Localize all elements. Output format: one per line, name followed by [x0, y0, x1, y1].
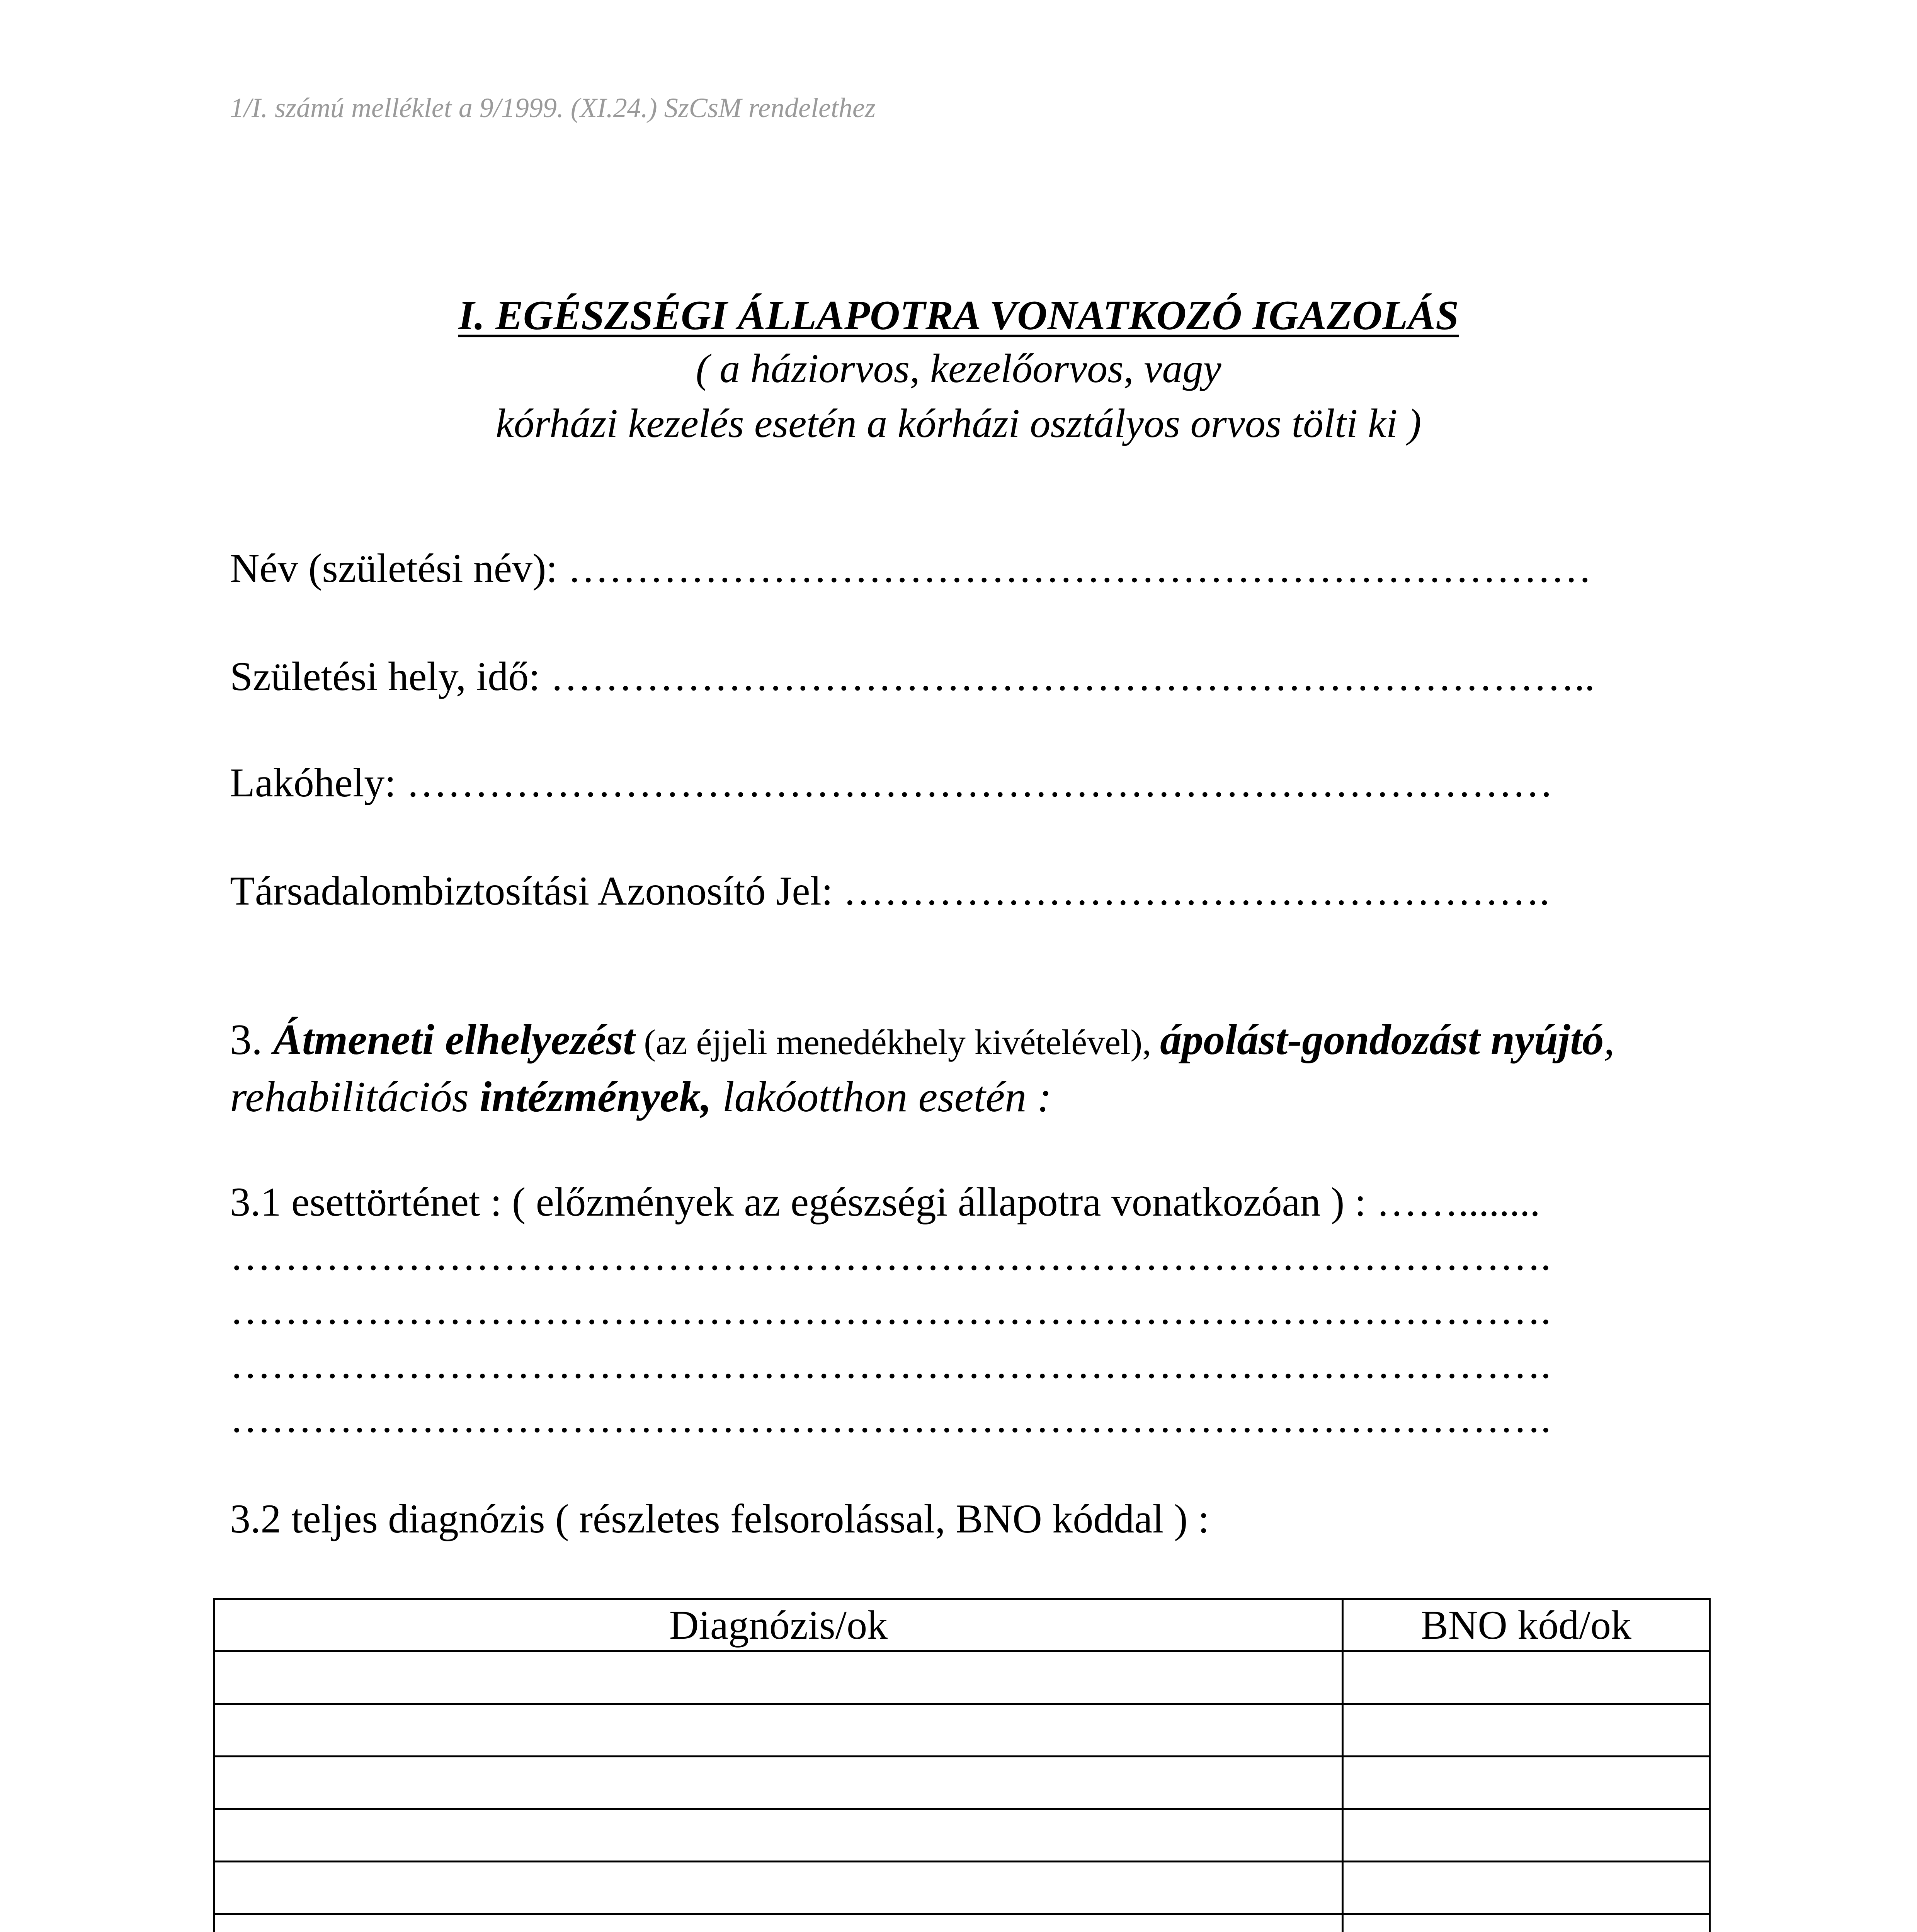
residence-field[interactable]: Lakóhely: …………………………………………………………………………: [230, 760, 1553, 805]
table-row: [214, 1862, 1710, 1914]
diagnosis-cell[interactable]: [214, 1757, 1343, 1809]
section-3-part-2: (az éjjeli menedékhely kivételével),: [635, 1022, 1160, 1062]
bno-cell[interactable]: [1343, 1809, 1710, 1862]
bno-cell[interactable]: [1343, 1914, 1710, 1932]
section-3-heading: [230, 1012, 1710, 1124]
name-field[interactable]: Név (születési név): …………………………………………………………………: [230, 546, 1592, 591]
diagnosis-cell[interactable]: [214, 1704, 1343, 1757]
table-row: [214, 1914, 1710, 1932]
column-header-diagnosis: Diagnózis/ok: [214, 1599, 1343, 1651]
section-3-part-3: ápolást-gondozást nyújtó: [1160, 1016, 1604, 1064]
section-3-part-4: , rehabilitációs: [230, 1016, 1615, 1121]
diagnosis-label: 3.2 teljes diagnózis ( részletes felsorolással, BNO kóddal ) :: [230, 1496, 1209, 1541]
header-note: 1/I. számú melléklet a 9/1999. (XI.24.) SzCsM rendelethez: [230, 92, 876, 123]
diagnosis-table: [213, 1598, 1711, 1932]
bno-cell[interactable]: [1343, 1757, 1710, 1809]
case-history-line-2[interactable]: …………………………………………………………………………………….: [230, 1287, 1551, 1333]
case-history-line-4[interactable]: …………………………………………………………………………………….: [230, 1396, 1551, 1441]
section-3-number: 3.: [230, 1016, 273, 1064]
table-header-row: [214, 1599, 1710, 1651]
taj-field[interactable]: Társadalombiztosítási Azonosító Jel: …………………………………………….: [230, 868, 1550, 913]
section-3-part-1: Átmeneti elhelyezést: [273, 1016, 635, 1064]
section-3-part-5: intézmények,: [480, 1073, 712, 1121]
page-title: I. EGÉSZSÉGI ÁLLAPOTRA VONATKOZÓ IGAZOLÁS: [458, 293, 1459, 338]
birth-place-date-field[interactable]: Születési hely, idő: …………………………………………………………………..: [230, 654, 1595, 699]
diagnosis-cell[interactable]: [214, 1651, 1343, 1704]
diagnosis-cell[interactable]: [214, 1809, 1343, 1862]
subtitle-line-2: kórházi kezelés esetén a kórházi osztályos orvos tölti ki ): [495, 401, 1422, 446]
case-history-line-1[interactable]: …………………………………………………………………………………….: [230, 1233, 1551, 1279]
bno-cell[interactable]: [1343, 1862, 1710, 1914]
diagnosis-cell[interactable]: [214, 1914, 1343, 1932]
section-3-part-6: lakóotthon esetén :: [711, 1073, 1052, 1121]
subtitle-line-1: ( a háziorvos, kezelőorvos, vagy: [696, 346, 1221, 391]
case-history-line-3[interactable]: …………………………………………………………………………………….: [230, 1342, 1551, 1387]
table-row: [214, 1704, 1710, 1757]
column-header-bno: BNO kód/ok: [1343, 1599, 1710, 1651]
table-row: [214, 1757, 1710, 1809]
diagnosis-cell[interactable]: [214, 1862, 1343, 1914]
table-row: [214, 1809, 1710, 1862]
bno-cell[interactable]: [1343, 1704, 1710, 1757]
case-history-label[interactable]: 3.1 esettörténet : ( előzmények az egészségi állapotra vonatkozóan ) : ……........: [230, 1179, 1540, 1225]
table-row: [214, 1651, 1710, 1704]
bno-cell[interactable]: [1343, 1651, 1710, 1704]
